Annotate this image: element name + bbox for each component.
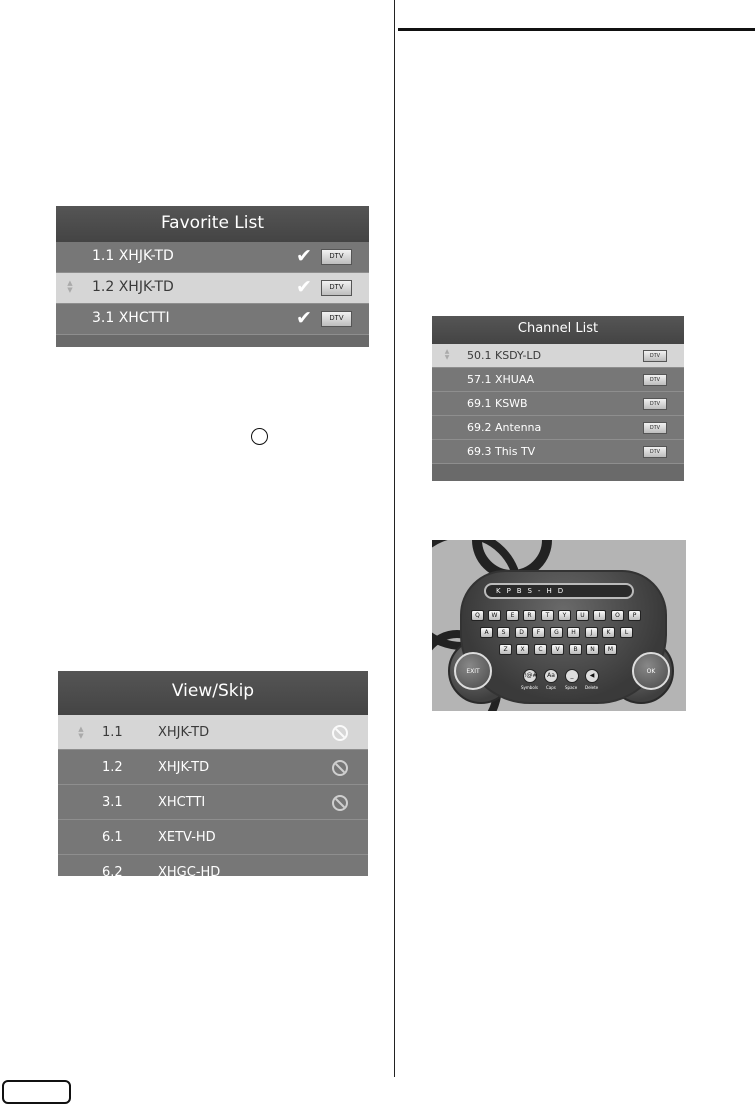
view-skip-row[interactable] [58,855,368,876]
key[interactable]: M [604,644,617,655]
key[interactable]: J [585,627,598,638]
section-rule [398,28,755,31]
channel-row-selected[interactable] [432,344,684,368]
channel-name: XHGC-HD [158,865,221,876]
channel-row[interactable] [432,392,684,416]
channel-number: 1.2 [102,760,123,775]
ok-button[interactable]: OK [632,652,670,690]
dtv-badge: DTV [643,422,667,434]
key[interactable]: D [515,627,528,638]
delete-label: Delete [585,685,599,690]
key[interactable]: N [586,644,599,655]
circle-marker [251,428,268,445]
caps-button[interactable]: Aa [544,669,558,683]
channel-list-title: Channel List [432,316,684,344]
updown-arrows-icon: ▲ ▼ [67,279,73,294]
channel-list-panel [432,316,684,481]
exit-button[interactable]: EXIT [454,652,492,690]
favorite-row[interactable] [56,304,369,335]
column-divider [394,0,395,1077]
caps-label: Caps [546,685,556,690]
checkmark-icon: ✔ [296,307,312,329]
key[interactable]: U [576,610,589,621]
view-skip-row[interactable] [58,785,368,820]
key[interactable]: P [628,610,641,621]
key[interactable]: C [534,644,547,655]
space-label: Space [565,685,578,690]
dtv-badge: DTV [643,398,667,410]
favorite-row-selected[interactable] [56,273,369,304]
updown-arrows-icon: ▲ ▼ [78,725,84,740]
view-skip-row[interactable] [58,750,368,785]
dtv-badge: DTV [321,311,352,327]
dtv-badge: DTV [643,350,667,362]
view-skip-title: View/Skip [58,671,368,715]
symbols-label: Symbols [521,685,538,690]
view-skip-row[interactable] [58,820,368,855]
checkmark-icon: ✔ [296,245,312,267]
favorite-list-title: Favorite List [56,206,369,242]
key[interactable]: B [569,644,582,655]
key[interactable]: K [602,627,615,638]
dtv-badge: DTV [643,446,667,458]
skip-icon [332,725,348,741]
view-skip-panel [58,671,368,876]
key[interactable]: T [541,610,554,621]
key[interactable]: Z [499,644,512,655]
key[interactable]: F [532,627,545,638]
dtv-badge: DTV [643,374,667,386]
channel-number: 3.1 [102,795,123,810]
page-number-box [2,1080,71,1104]
channel-label: 1.2 XHJK-TD [92,279,174,295]
key[interactable]: I [593,610,606,621]
channel-name: XHCTTI [158,795,206,810]
channel-label: 69.1 KSWB [467,397,528,410]
skip-icon [332,795,348,811]
key[interactable]: V [551,644,564,655]
key[interactable]: W [488,610,501,621]
channel-label: 1.1 XHJK-TD [92,248,174,264]
key[interactable]: E [506,610,519,621]
channel-number: 6.2 [102,865,123,876]
channel-number: 1.1 [102,725,123,740]
key[interactable]: L [620,627,633,638]
channel-label: 69.2 Antenna [467,421,542,434]
key[interactable]: R [523,610,536,621]
favorite-row[interactable] [56,242,369,273]
channel-name: XHJK-TD [158,760,210,775]
key[interactable]: Y [558,610,571,621]
key[interactable]: A [480,627,493,638]
key[interactable]: S [497,627,510,638]
updown-arrows-icon: ▲ ▼ [444,348,450,361]
view-skip-row-selected[interactable] [58,715,368,750]
space-button[interactable]: _ [565,669,579,683]
key[interactable]: X [516,644,529,655]
channel-number: 6.1 [102,830,123,845]
key[interactable]: O [611,610,624,621]
channel-label: 50.1 KSDY-LD [467,349,542,362]
key[interactable]: H [567,627,580,638]
channel-label: 3.1 XHCTTI [92,310,170,326]
channel-name: XETV-HD [158,830,216,845]
favorite-list-panel [56,206,369,347]
key[interactable]: G [550,627,563,638]
channel-label: 57.1 XHUAA [467,373,535,386]
channel-label: 69.3 This TV [467,445,536,458]
onscreen-keyboard-screen [432,540,686,711]
checkmark-icon: ✔ [296,276,312,298]
key[interactable]: Q [471,610,484,621]
dtv-badge: DTV [321,249,352,265]
delete-button[interactable]: ◀ [585,669,599,683]
channel-row[interactable] [432,440,684,464]
text-entry-field[interactable]: KPBS-HD [484,583,634,599]
dtv-badge: DTV [321,280,352,296]
channel-name: XHJK-TD [158,725,210,740]
channel-row[interactable] [432,416,684,440]
skip-icon [332,760,348,776]
channel-row[interactable] [432,368,684,392]
symbols-button[interactable]: !@# [523,669,537,683]
